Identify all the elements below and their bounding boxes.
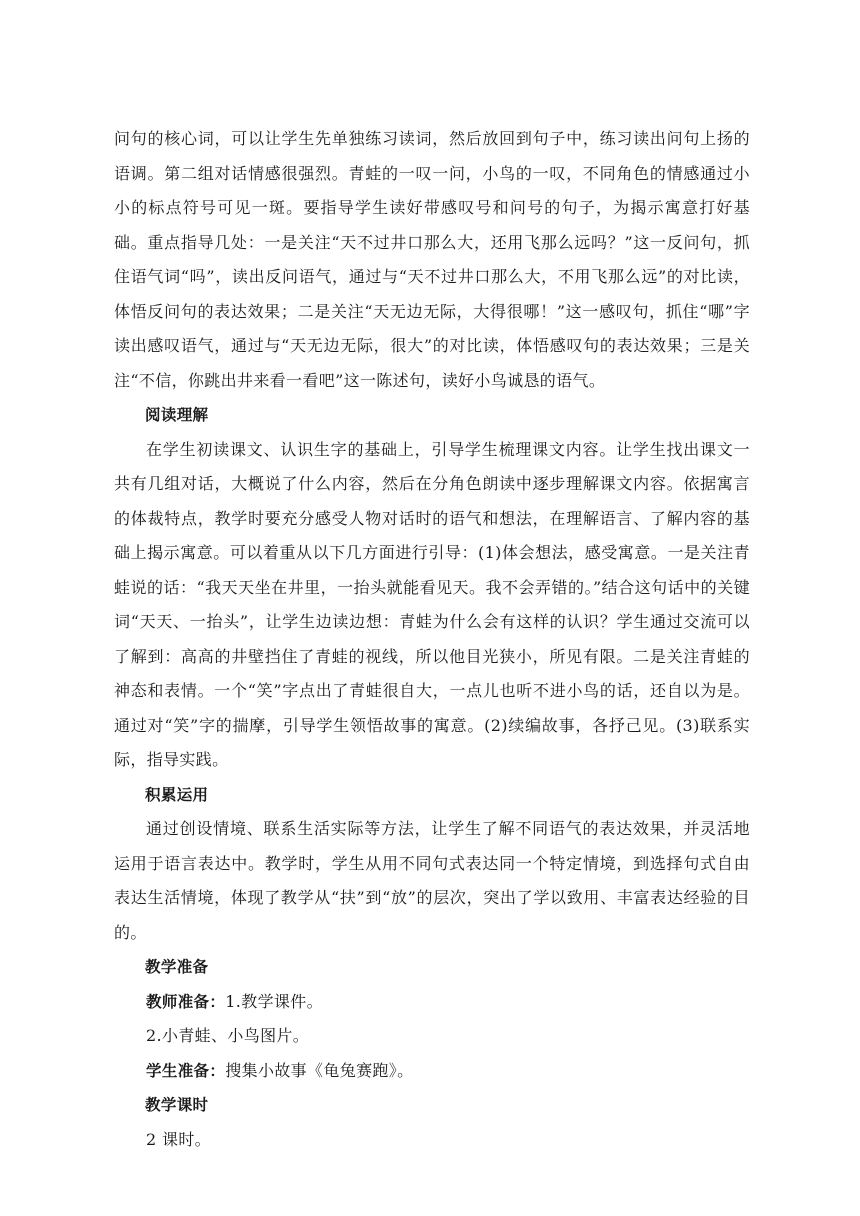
accumulation-paragraph: 通过创设情境、联系生活实际等方法，让学生了解不同语气的表达效果，并灵活地运用于语言表达中。教学时，学生从用不同句式表达同一个特定情境，到选择句式自由表达生活情境，体现了教学从“扶”到“放”的层次，突出了学以致用、丰富表达经验的目的。 (114, 819, 750, 942)
class-hours-text: 2 课时。 (146, 1129, 212, 1149)
teacher-preparation-item-1: 1.教学课件。 (225, 991, 323, 1011)
teacher-preparation-line (114, 985, 750, 1020)
reading-paragraph: 在学生初读课文、认识生字的基础上，引导学生梳理课文内容。让学生找出课文一共有几组对话，大概说了什么内容，然后在分角色朗读中逐步理解课文内容。依据寓言的体裁特点，教学时要充分感受人物对话时的语气和想法，在理解语言、了解内容的基础上揭示寓意。可以着重从以下几方面进行引导：(1)体会想法，感受寓意。一是关注青蛙说的话：“我天天坐在井里，一抬头就能看见天。我不会弄错的。”结合这句话中的关键词“天天、一抬头”，让学生边读边想：青蛙为什么会有这样的认识？学生通过交流可以了解到：高高的井壁挡住了青蛙的视线，所以他目光狭小，所见有限。二是关注青蛙的神态和表情。一个“笑”字点出了青蛙很自大，一点儿也听不进小鸟的话，还自以为是。通过对“笑”字的揣摩，引导学生领悟故事的寓意。(2)续编故事，各抒己见。(3)联系实际，指导实践。 (114, 439, 750, 769)
preparation-heading: 教学准备 (145, 958, 209, 976)
teacher-preparation-item-2: 2.小青蛙、小鸟图片。 (146, 1026, 310, 1045)
intro-paragraph: 问句的核心词，可以让学生先单独练习读词，然后放回到句子中，练习读出问句上扬的语调。第二组对话情感很强烈。青蛙的一叹一问，小鸟的一叹，不同角色的情感通过小小的标点符号可见一斑。要指导学生读好带感叹号和问号的句子，为揭示寓意打好基础。重点指导几处：一是关注“天不过井口那么大，还用飞那么远吗？”这一反问句，抓住语气词“吗”，读出反问语气，通过与“天不过井口那么大，不用飞那么远”的对比读，体悟反问句的表达效果；二是关注“天无边无际，大得很哪！”这一感叹句，抓住“哪”字读出感叹语气，通过与“天无边无际，很大”的对比读，体悟感叹句的表达效果；三是关注“不信，你跳出井来看一看吧”这一陈述句，读好小鸟诚恳的语气。 (114, 129, 750, 390)
student-preparation-line (114, 1054, 750, 1089)
student-preparation-item: 搜集小故事《龟兔赛跑》。 (225, 1060, 414, 1080)
class-hours-heading: 教学课时 (145, 1096, 209, 1114)
document-page (114, 122, 750, 1157)
reading-heading: 阅读理解 (145, 406, 209, 424)
student-preparation-label: 学生准备： (146, 1061, 226, 1080)
accumulation-heading: 积累运用 (145, 785, 209, 804)
teacher-preparation-label: 教师准备： (146, 992, 226, 1011)
